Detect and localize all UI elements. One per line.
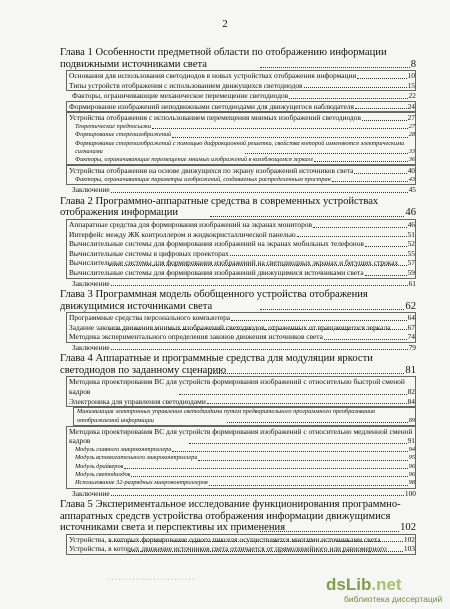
- chapter-4-section-box: [66, 376, 416, 407]
- toc-entry: Формирование изображений неподвижными светодиодами для движущегося наблюдателя: [69, 101, 354, 111]
- chapter-1-section-box-4: [66, 165, 416, 185]
- toc-entry: Устройства, в которых формирование одного пикселя осуществляется многими источниками света: [69, 534, 381, 544]
- chapter-1-section-box: [66, 70, 416, 91]
- toc-entry: Аппаратные средства для формирования изображений на экранах мониторов: [69, 219, 313, 229]
- chapter-1-section-box-3: [66, 112, 416, 165]
- toc-subentry: Формирование стереоизображений: [75, 131, 172, 139]
- toc-page: 43: [408, 176, 415, 184]
- toc-page: 95: [408, 454, 415, 462]
- toc-page: 103: [403, 544, 415, 554]
- toc-page: 46: [407, 219, 415, 229]
- toc-entry: Типы устройств отображения с использованием движущихся светодиодов: [69, 80, 303, 90]
- chapter-title: Глава 5 Экспериментальное исследование функционирования программно-аппаратных средств устройства отображения информации движущимися источниками света и перспективы их применения: [60, 499, 401, 534]
- toc-page: 79: [408, 342, 416, 352]
- toc-entry: Заключение: [72, 488, 110, 498]
- toc-page: 33: [408, 147, 415, 155]
- chapter-4: [60, 353, 416, 376]
- toc-entry: Электроника для управления светодиодами: [69, 396, 206, 406]
- toc-subentry: Теоретические предпосылки: [75, 122, 151, 130]
- toc-subentry: Факторы, ограничивающие параметры изображений, создаваемых распределенным простран: [75, 176, 331, 184]
- toc-page: 67: [407, 322, 415, 332]
- toc-page: 74: [407, 332, 415, 342]
- toc-subentry: Использование 32-разрядных микроконтроллеров: [75, 479, 208, 487]
- toc-page: 10: [407, 71, 415, 80]
- toc-page: 24: [407, 101, 415, 111]
- toc-page: 45: [408, 185, 416, 195]
- toc-page: 96: [408, 470, 415, 478]
- toc-entry: Заключение: [72, 278, 110, 288]
- faded-tail-text: · · · · · · · · · · · · · · · · · · · · · · · · ·: [108, 577, 194, 583]
- toc-entry: Методика проектирования ВС для устройств формирования изображений с относительно медленной сменой кадров: [69, 426, 413, 446]
- toc-page: 40: [407, 166, 415, 176]
- chapter-3: [60, 289, 416, 312]
- toc-page: 27: [408, 122, 415, 130]
- toc-entry: Устройства отображения на основе движущихся по экрану изображений источников света: [69, 166, 354, 176]
- toc-entry: Заключение: [72, 185, 110, 195]
- toc-page: 100: [404, 488, 416, 498]
- toc-page: 57: [407, 258, 415, 268]
- chapter-page: 62: [405, 300, 416, 312]
- toc-page: 84: [407, 396, 415, 406]
- toc-page: 15: [407, 80, 415, 90]
- toc-page: 98: [408, 479, 415, 487]
- toc-page: 91: [407, 436, 415, 446]
- dslib-logo: [326, 575, 402, 595]
- toc-subentry: Формирование стереоизображений с помощью дифракционной решетки, свойства которой изменяются электрическими сигналами: [75, 139, 405, 155]
- chapter-title: Глава 2 Программно-аппаратные средства в современных устройствах отображения информации: [60, 195, 379, 219]
- toc-page: 94: [408, 446, 415, 454]
- toc-entry: Интерфейс между ЖК контроллером и жидкокристаллической панелью: [69, 229, 296, 239]
- toc-entry: Устройства отображения с использованием перемещения мнимых изображений светодиодов: [69, 113, 361, 123]
- toc-subentry: Минимизация электронных управления светодиодами путем предварительного программного преобразования отображаемой информации: [77, 408, 375, 424]
- toc-entry: Методика экспериментального определения законов движения источников света: [69, 332, 323, 342]
- toc-subentry: Модуль вспомогательного микроконтроллера: [75, 454, 198, 462]
- dslib-watermark[interactable]: [326, 575, 444, 605]
- chapter-1-section-box-2: [66, 101, 416, 113]
- toc-entry: Программные средства персонального компьютера: [69, 313, 231, 323]
- toc-page: 96: [408, 462, 415, 470]
- toc-entry: Вычислительные системы в цифровых проекторах: [69, 248, 229, 258]
- toc-entry: Заключение: [72, 342, 110, 352]
- toc-page: 52: [407, 239, 415, 249]
- chapter-page: 46: [405, 207, 416, 219]
- toc-entry: Вычислительные системы для формирования изображений на экранах мобильных телефонов: [69, 239, 364, 249]
- chapter-4-section-box-2: [66, 426, 416, 489]
- toc-page: 55: [407, 248, 415, 258]
- chapter-1: [60, 47, 416, 70]
- toc-page: 27: [407, 113, 415, 123]
- chapter-title: Глава 1 Особенности предметной области по отображению информации подвижными источниками света: [60, 47, 387, 70]
- toc-entry: Устройства, в которых движение источников света отличается от прямолинейного или равномерного: [69, 544, 387, 554]
- toc-page: 22: [408, 91, 416, 101]
- toc-subentry: Факторы, ограничивающие перемещение мнимых изображений в колеблющемся зеркале: [75, 156, 314, 164]
- chapter-title: Глава 3 Программная модель обобщенного устройства отображения движущимися источниками света: [60, 289, 368, 312]
- chapter-page: 102: [400, 522, 416, 534]
- chapter-5: [60, 499, 416, 534]
- toc-entry: Факторы, ограничивающие механическое перемещение светодиодов: [72, 91, 289, 101]
- chapter-2-section-box: [66, 219, 416, 279]
- logo-text: dsLib: [326, 575, 372, 594]
- chapter-page: 8: [410, 58, 416, 70]
- chapter-title: Глава 4 Аппаратные и программные средства для модуляции яркости светодиодов по заданному сценарию: [60, 353, 373, 376]
- chapter-page: 81: [405, 364, 416, 376]
- toc-subentry: Модуль светодиодов: [75, 470, 131, 478]
- toc-page: 64: [407, 313, 415, 323]
- toc-subentry: Модуль главного микроконтроллера: [75, 446, 172, 454]
- toc-page: 89: [408, 416, 415, 424]
- logo-suffix: .net: [371, 575, 402, 594]
- chapter-3-section-box: [66, 312, 416, 343]
- toc-page: 28: [408, 131, 415, 139]
- toc-page: 61: [408, 278, 416, 288]
- toc-entry: Вычислительные системы для формирования изображений движущимися источниками света: [69, 267, 364, 277]
- toc-subentry: Модуль драйверов: [75, 462, 124, 470]
- toc-page: 102: [403, 534, 415, 544]
- toc-entry: Вычислительные системы для формирования изображений на светодиодных экранах и бегущих строках: [69, 258, 399, 268]
- watermark-subtitle: библиотека диссертаций: [344, 594, 443, 604]
- toc-entry: Основания для использования светодиодов в новых устройствах отображения информации: [69, 71, 357, 80]
- toc-page: 59: [407, 267, 415, 277]
- chapter-4-subsection-box: [73, 407, 416, 426]
- toc-page: 36: [408, 156, 415, 164]
- toc-page: 51: [407, 229, 415, 239]
- chapter-2: [60, 196, 416, 219]
- page-number: 2: [222, 18, 228, 30]
- toc-entry: Задание законов движения мнимых изображений светодиодов, отраженных от вращающегося зеркала: [69, 322, 391, 332]
- table-of-contents: [60, 46, 416, 555]
- toc-entry: Методика проектирования ВС для устройств формирования изображений с относительно быстрой сменой кадров: [69, 377, 405, 397]
- toc-page: 82: [407, 387, 415, 397]
- chapter-5-section-box: [66, 534, 416, 555]
